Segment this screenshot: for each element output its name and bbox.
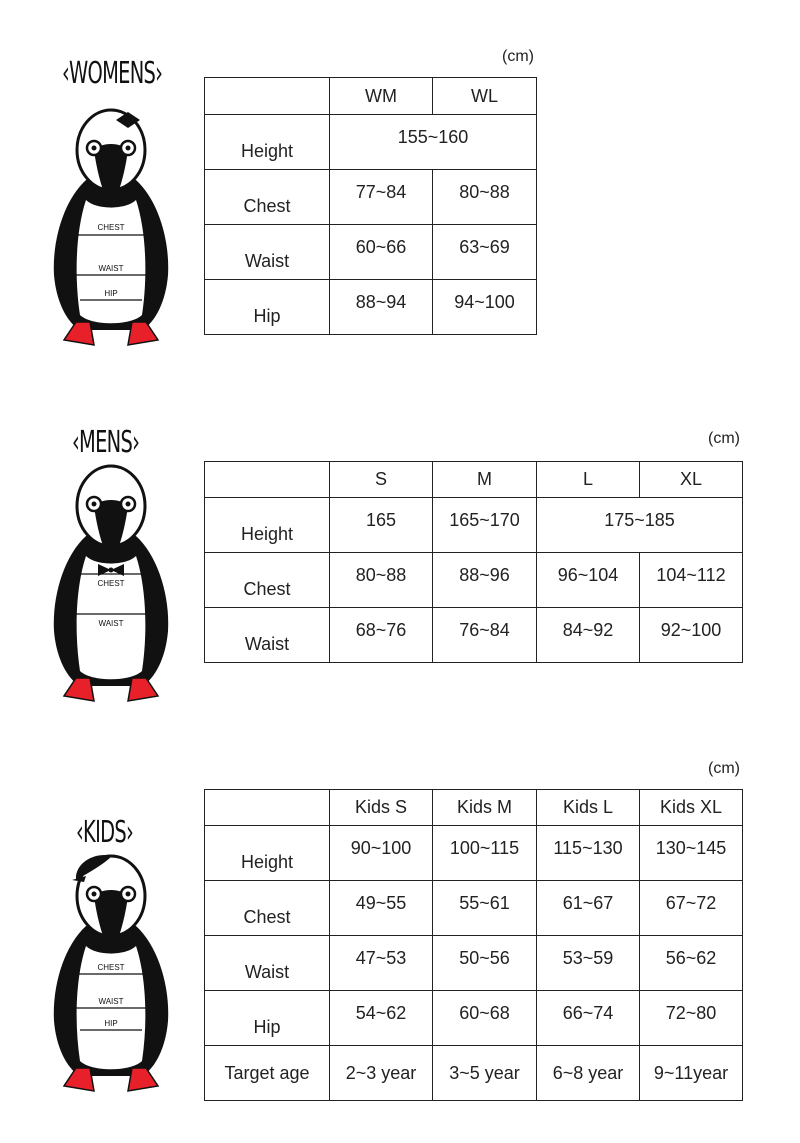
kids-cell: 67~72	[640, 881, 743, 936]
mens-unit: (cm)	[708, 430, 740, 447]
mens-cell: 165~170	[433, 498, 537, 553]
penguin-womens-icon	[46, 100, 176, 350]
mens-header-blank	[205, 462, 330, 498]
mens-row-label-height: Height	[205, 498, 330, 553]
mens-col-header: L	[537, 462, 640, 498]
kids-figure-chest-label: CHEST	[97, 963, 125, 972]
kids-cell: 6~8 year	[537, 1046, 640, 1101]
kids-cell: 60~68	[433, 991, 537, 1046]
mens-row-label-waist: Waist	[205, 608, 330, 663]
kids-header-blank	[205, 790, 330, 826]
penguin-mens-icon	[46, 456, 176, 706]
kids-cell: 3~5 year	[433, 1046, 537, 1101]
womens-cell: 94~100	[433, 280, 537, 335]
mens-size-table	[204, 461, 743, 663]
mens-cell: 80~88	[330, 553, 433, 608]
kids-cell: 61~67	[537, 881, 640, 936]
womens-row-label-waist: Waist	[205, 225, 330, 280]
womens-unit: (cm)	[502, 48, 534, 65]
kids-cell: 56~62	[640, 936, 743, 991]
kids-figure-hip-label: HIP	[104, 1019, 118, 1028]
kids-size-table	[204, 789, 743, 1101]
womens-col-header: WM	[330, 78, 433, 115]
mens-row-label-chest: Chest	[205, 553, 330, 608]
kids-col-header: Kids M	[433, 790, 537, 826]
mens-cell: 88~96	[433, 553, 537, 608]
kids-row-label-target-age: Target age	[205, 1046, 330, 1101]
womens-figure-chest-label: CHEST	[97, 223, 125, 232]
penguin-kids-icon	[46, 846, 176, 1096]
womens-size-table	[204, 77, 537, 335]
kids-cell: 49~55	[330, 881, 433, 936]
womens-cell: 88~94	[330, 280, 433, 335]
womens-title: ‹WOMENS›	[62, 56, 163, 91]
womens-height-value: 155~160	[330, 115, 537, 170]
kids-title: ‹KIDS›	[76, 815, 134, 850]
mens-figure-chest-label: CHEST	[97, 579, 125, 588]
kids-cell: 54~62	[330, 991, 433, 1046]
womens-header-blank	[205, 78, 330, 115]
kids-col-header: Kids L	[537, 790, 640, 826]
mens-cell: 96~104	[537, 553, 640, 608]
womens-row-label-chest: Chest	[205, 170, 330, 225]
kids-cell: 50~56	[433, 936, 537, 991]
mens-cell: 76~84	[433, 608, 537, 663]
kids-cell: 66~74	[537, 991, 640, 1046]
mens-cell: 92~100	[640, 608, 743, 663]
kids-cell: 9~11year	[640, 1046, 743, 1101]
mens-cell: 84~92	[537, 608, 640, 663]
mens-title: ‹MENS›	[72, 425, 140, 460]
mens-col-header: XL	[640, 462, 743, 498]
kids-cell: 100~115	[433, 826, 537, 881]
kids-cell: 55~61	[433, 881, 537, 936]
kids-row-label-chest: Chest	[205, 881, 330, 936]
kids-cell: 2~3 year	[330, 1046, 433, 1101]
mens-height-merged-value: 175~185	[537, 498, 743, 553]
womens-row-label-height: Height	[205, 115, 330, 170]
kids-figure-waist-label: WAIST	[98, 997, 124, 1006]
kids-cell: 53~59	[537, 936, 640, 991]
mens-cell: 68~76	[330, 608, 433, 663]
mens-cell: 165	[330, 498, 433, 553]
womens-col-header: WL	[433, 78, 537, 115]
womens-cell: 77~84	[330, 170, 433, 225]
mens-col-header: S	[330, 462, 433, 498]
kids-cell: 90~100	[330, 826, 433, 881]
kids-cell: 72~80	[640, 991, 743, 1046]
kids-cell: 130~145	[640, 826, 743, 881]
womens-figure-hip-label: HIP	[104, 289, 118, 298]
womens-row-label-hip: Hip	[205, 280, 330, 335]
kids-cell: 115~130	[537, 826, 640, 881]
kids-cell: 47~53	[330, 936, 433, 991]
kids-row-label-height: Height	[205, 826, 330, 881]
womens-figure-waist-label: WAIST	[98, 264, 124, 273]
kids-row-label-hip: Hip	[205, 991, 330, 1046]
kids-col-header: Kids S	[330, 790, 433, 826]
womens-cell: 63~69	[433, 225, 537, 280]
kids-unit: (cm)	[708, 760, 740, 777]
kids-row-label-waist: Waist	[205, 936, 330, 991]
womens-cell: 60~66	[330, 225, 433, 280]
mens-cell: 104~112	[640, 553, 743, 608]
kids-col-header: Kids XL	[640, 790, 743, 826]
womens-cell: 80~88	[433, 170, 537, 225]
mens-figure-waist-label: WAIST	[98, 619, 124, 628]
mens-col-header: M	[433, 462, 537, 498]
